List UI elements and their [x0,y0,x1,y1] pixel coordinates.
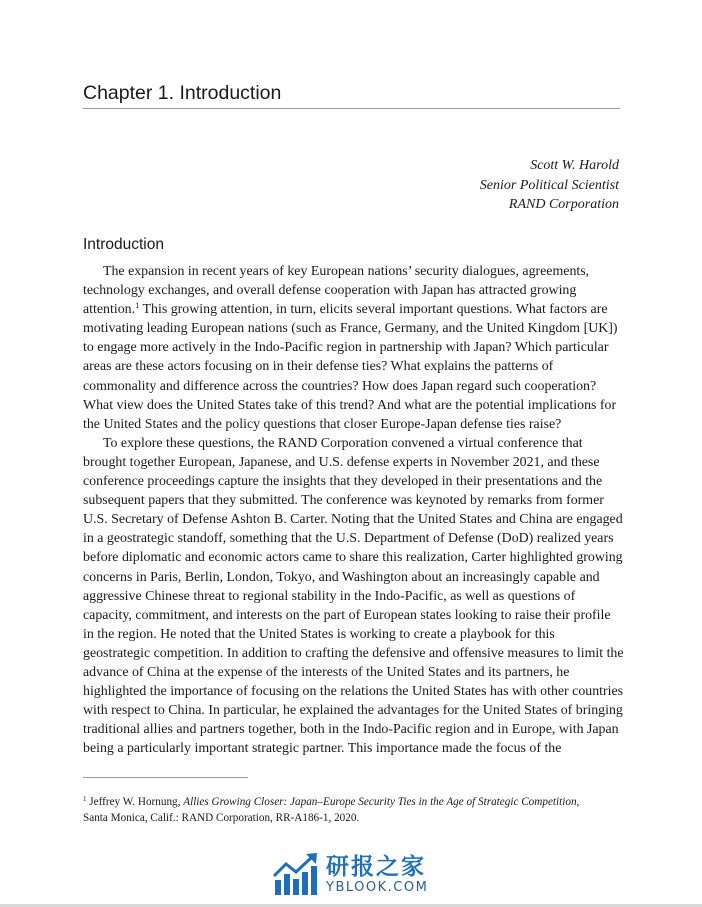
text-line: geostrategic competition. In addition to crafting the defensive and offensive measures to limit the [83,645,624,661]
section-heading: Introduction [83,236,164,253]
text-line: What view does the United States take of this trend? And what are the potential implications for [83,397,617,413]
watermark-domain: YBLOOK.COM [326,879,429,895]
chapter-title-rule [83,108,620,109]
bar-chart-arrow-icon [272,852,320,896]
footnote-reference[interactable]: 1 [135,300,140,311]
text-line: U.S. Secretary of Defense Ashton B. Carter. Noting that the United States and China are engaged [83,512,623,528]
text-line: conference proceedings capture the insights that they developed in their presentations and the [83,474,603,490]
footnote [83,795,643,826]
footnote-number: 1 [83,795,87,803]
footnote-author: Jeffrey W. Hornung, [86,796,184,808]
footnote-line [83,795,643,811]
author-byline [480,156,619,215]
footnote-title: Allies Growing Closer: Japan–Europe Security Ties in the Age of Strategic Competition [183,796,577,808]
footnote-punctuation: , [576,796,580,808]
text-line: aggressive Chinese threat to regional stability in the Indo-Pacific, as well as questions of [83,588,576,604]
text-line: The expansion in recent years of key European nations’ security dialogues, agreements, [103,264,590,279]
paragraph [83,262,623,434]
text-line: with respect to China. In particular, he explained the advantages for the United States of bringing [83,703,623,719]
chapter-title: Chapter 1. Introduction [83,82,282,104]
text-line: motivating leading European nations (such as France, Germany, and the United Kingdom [UK]) [83,321,618,337]
text-line: concerns in Paris, Berlin, London, Tokyo, and Washington about an increasingly capable and [83,569,600,585]
text-line: in a geostrategic standoff, something that the U.S. Department of Defense (DoD) realized years [83,531,614,547]
text-fragment: attention. [83,302,136,318]
text-line: highlighted the importance of focusing on the relations the United States has with other countries [83,684,624,700]
footnote-line: Santa Monica, Calif.: RAND Corporation, RR-A186-1, 2020. [83,811,360,824]
text-line: in the region. He noted that the United States is working to create a playbook for this [83,626,555,642]
text-line: subsequent papers that they submitted. The conference was keynoted by remarks from former [83,493,604,509]
watermark-text [326,854,428,895]
text-line: to engage more actively in the Indo-Pacific region in partnership with Japan? Which particular [83,340,609,356]
text-line: being a particularly important strategic partner. This importance made the focus of the [83,741,562,757]
author-name: Scott W. Harold [530,158,619,173]
text-line: traditional allies and partners together, both in the Indo-Pacific region and in Europe, with Japan [83,722,619,738]
text-line: areas are these actors focusing on in their defense ties? What explains the patterns of [83,359,554,375]
author-role: Senior Political Scientist [479,177,619,193]
text-line: commonality and difference across the countries? How does Japan regard such cooperation? [83,378,597,394]
text-line: the United States and the policy questions that closer Europe-Japan defense ties raise? [83,416,562,432]
paragraph [83,434,623,759]
text-line: capacity, commitment, and interests on the part of European states looking to raise their profile [83,607,611,623]
body-text [83,262,623,758]
watermark-chinese: 研报之家 [326,853,426,880]
author-organization: RAND Corporation [508,197,619,212]
text-line [83,300,623,319]
text-line: before diplomatic and economic actors came to share this realization, Carter highlighted growing [83,550,623,566]
text-line: brought together European, Japanese, and U.S. defense experts in November 2021, and these [83,454,600,470]
watermark [272,848,428,900]
footnote-separator [83,777,248,778]
text-fragment: This growing attention, in turn, elicits several important questions. What factors are [139,302,608,318]
text-line: advance of China at the expense of the interests of the United States and its partners, he [83,664,570,680]
text-line: To explore these questions, the RAND Corporation convened a virtual conference that [103,435,583,451]
text-line: technology exchanges, and overall defense cooperation with Japan has attracted growing [83,283,577,299]
